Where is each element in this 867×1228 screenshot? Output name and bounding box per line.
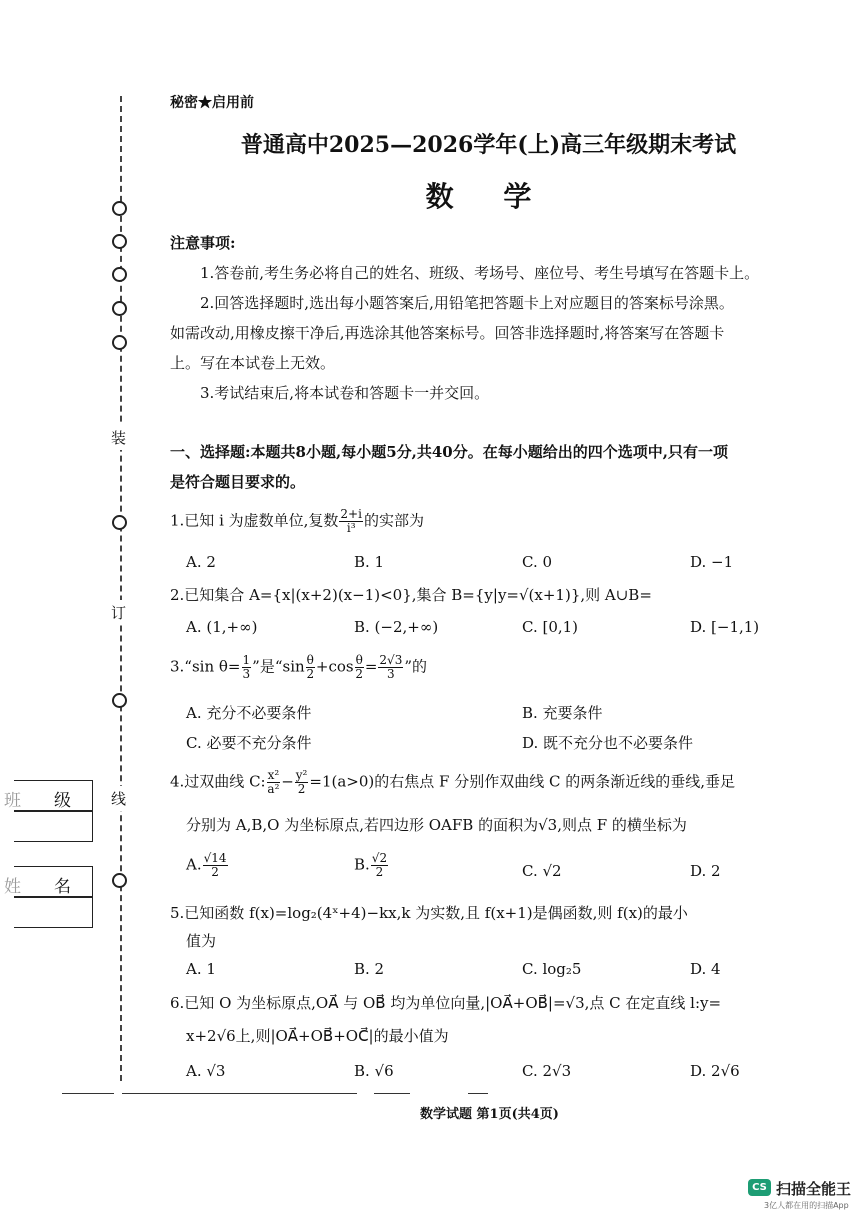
binding-hole xyxy=(112,234,127,249)
q4-option-b xyxy=(354,852,389,879)
q2-option-c: C. [0,1) xyxy=(522,618,579,636)
q4-option-b-label: B. xyxy=(354,855,370,874)
q3-option-d: D. 既不充分也不必要条件 xyxy=(522,734,694,752)
q1-option-a: A. 2 xyxy=(186,553,216,571)
q4-option-d: D. 2 xyxy=(690,862,721,880)
q1-numerator: 2+i xyxy=(340,507,362,521)
name-input-box[interactable] xyxy=(14,896,93,928)
q1-pre: 1.已知 i 为虚数单位,复数 xyxy=(170,511,339,530)
question-6-stem-cont: x+2√6上,则|OA⃗+OB⃗+OC⃗|的最小值为 xyxy=(186,1027,449,1045)
binding-hole xyxy=(112,335,127,350)
exam-title: 普通高中2025—2026学年(上)高三年级期末考试 xyxy=(240,132,737,158)
binding-char-zhuang: 装 xyxy=(111,425,126,450)
q3-frac-2 xyxy=(306,654,315,681)
q6-option-a: A. √3 xyxy=(186,1062,226,1080)
question-6-stem: 6.已知 O 为坐标原点,OA⃗ 与 OB⃗ 均为单位向量,|OA⃗+OB⃗|=√3,点 C 在定直线 l:y= xyxy=(170,994,722,1012)
binding-char-ding: 订 xyxy=(111,600,126,625)
q4-option-a xyxy=(186,852,229,879)
q4-option-b-den: 2 xyxy=(375,865,384,879)
q3-frac-3 xyxy=(355,654,364,681)
class-label-box xyxy=(4,780,93,812)
question-4-stem xyxy=(170,769,735,796)
q3-mid-3: = xyxy=(364,657,378,676)
page-footer: 数学试题 第1页(共4页) xyxy=(420,1107,559,1122)
q6-option-c: C. 2√3 xyxy=(522,1062,572,1080)
notice-item-1: 1.答卷前,考生务必将自己的姓名、班级、考场号、座位号、考生号填写在答题卡上。 xyxy=(200,264,760,282)
q6-option-b: B. √6 xyxy=(354,1062,394,1080)
binding-hole xyxy=(112,873,127,888)
q2-option-b: B. (−2,+∞) xyxy=(354,618,439,636)
q4-option-c: C. √2 xyxy=(522,862,562,880)
q3-mid-1: ”是“sin xyxy=(252,657,305,676)
q4-frac-2 xyxy=(295,769,309,796)
scan-line xyxy=(122,1093,357,1094)
q4-frac-2-den: 2 xyxy=(297,782,306,796)
q5-option-d: D. 4 xyxy=(690,960,721,978)
subject-title: 数 学 xyxy=(425,180,552,213)
q4-pre: 4.过双曲线 C: xyxy=(170,772,266,791)
q3-frac-2-num: θ xyxy=(306,653,314,667)
q1-post: 的实部为 xyxy=(363,511,424,530)
q4-option-a-frac xyxy=(203,852,228,879)
q4-option-b-frac xyxy=(371,852,388,879)
q1-option-b: B. 1 xyxy=(354,553,385,571)
scan-line xyxy=(468,1093,488,1094)
name-label-box xyxy=(4,866,93,898)
q3-frac-4-num: 2√3 xyxy=(379,653,403,667)
q3-option-c: C. 必要不充分条件 xyxy=(186,734,312,752)
q2-option-d: D. [−1,1) xyxy=(690,618,760,636)
binding-hole xyxy=(112,267,127,282)
notice-item-2-cont: 如需改动,用橡皮擦干净后,再选涂其他答案标号。回答非选择题时,将答案写在答题卡 xyxy=(170,324,725,342)
q4-option-a-den: 2 xyxy=(211,865,219,879)
name-prefix: 姓 xyxy=(4,877,21,897)
q1-fraction xyxy=(339,508,363,535)
watermark-name: 扫描全能王 xyxy=(776,1180,852,1198)
question-3-stem xyxy=(170,654,427,681)
q1-option-c: C. 0 xyxy=(522,553,553,571)
q5-option-a: A. 1 xyxy=(186,960,216,978)
q4-frac-1-num: x² xyxy=(267,768,280,782)
q4-option-b-num: √2 xyxy=(371,851,388,865)
notice-item-2: 2.回答选择题时,选出每小题答案后,用铅笔把答题卡上对应题目的答案标号涂黑。 xyxy=(200,294,734,312)
question-1-stem xyxy=(170,508,424,535)
q4-option-a-label: A. xyxy=(186,855,202,874)
camscanner-logo-icon: CS xyxy=(748,1179,771,1196)
notice-heading: 注意事项: xyxy=(170,234,236,252)
binding-hole xyxy=(112,693,127,708)
class-prefix: 班 xyxy=(4,791,21,811)
binding-hole xyxy=(112,301,127,316)
question-2-stem: 2.已知集合 A={x|(x+2)(x−1)<0},集合 B={y|y=√(x+1)},则 A∪B= xyxy=(170,586,652,604)
scan-line xyxy=(62,1093,114,1094)
q3-pre: 3.“sin θ= xyxy=(170,657,241,676)
q4-frac-1 xyxy=(267,769,281,796)
section-heading-cont: 是符合题目要求的。 xyxy=(170,473,306,491)
q3-frac-1-den: 3 xyxy=(242,667,251,681)
question-5-stem: 5.已知函数 f(x)=log₂(4ˣ+4)−kx,k 为实数,且 f(x+1)是偶函数,则 f(x)的最小 xyxy=(170,904,688,922)
q4-post: =1(a>0)的右焦点 F 分别作双曲线 C 的两条渐近线的垂线,垂足 xyxy=(309,772,735,791)
q3-frac-1-num: 1 xyxy=(242,653,251,667)
q6-option-d: D. 2√6 xyxy=(690,1062,740,1080)
q4-frac-2-num: y² xyxy=(295,768,308,782)
q5-option-c: C. log₂5 xyxy=(522,960,582,978)
scan-line xyxy=(374,1093,410,1094)
q3-frac-2-den: 2 xyxy=(306,667,315,681)
q3-frac-3-den: 2 xyxy=(355,667,364,681)
q1-option-d: D. −1 xyxy=(690,553,734,571)
q3-frac-4-den: 3 xyxy=(387,667,395,681)
watermark-subtitle: 3亿人都在用的扫描App xyxy=(764,1201,849,1210)
q3-mid-2: +cos xyxy=(315,657,354,676)
name-label: 名 xyxy=(54,877,71,897)
q4-frac-1-den: a² xyxy=(267,782,280,796)
class-label: 级 xyxy=(54,791,71,811)
question-4-stem-cont: 分别为 A,B,O 为坐标原点,若四边形 OAFB 的面积为√3,则点 F 的横坐标为 xyxy=(186,816,687,834)
binding-hole xyxy=(112,515,127,530)
q3-option-a: A. 充分不必要条件 xyxy=(186,704,312,722)
q3-frac-4 xyxy=(378,654,403,681)
notice-item-2-end: 上。写在本试卷上无效。 xyxy=(170,354,336,372)
q4-mid: − xyxy=(281,772,294,791)
q3-post: ”的 xyxy=(404,657,427,676)
section-heading: 一、选择题:本题共8小题,每小题5分,共40分。在每小题给出的四个选项中,只有一项 xyxy=(170,443,728,461)
q3-frac-1 xyxy=(242,654,252,681)
q5-option-b: B. 2 xyxy=(354,960,385,978)
question-5-stem-cont: 值为 xyxy=(186,932,217,950)
notice-item-3: 3.考试结束后,将本试卷和答题卡一并交回。 xyxy=(200,384,490,402)
secret-mark: 秘密★启用前 xyxy=(170,95,254,111)
q1-denominator: i³ xyxy=(346,521,356,535)
q4-option-a-num: √14 xyxy=(203,851,227,865)
q3-frac-3-num: θ xyxy=(355,653,363,667)
q3-option-b: B. 充要条件 xyxy=(522,704,603,722)
class-input-box[interactable] xyxy=(14,810,93,842)
binding-char-xian: 线 xyxy=(111,786,126,811)
q2-option-a: A. (1,+∞) xyxy=(186,618,258,636)
